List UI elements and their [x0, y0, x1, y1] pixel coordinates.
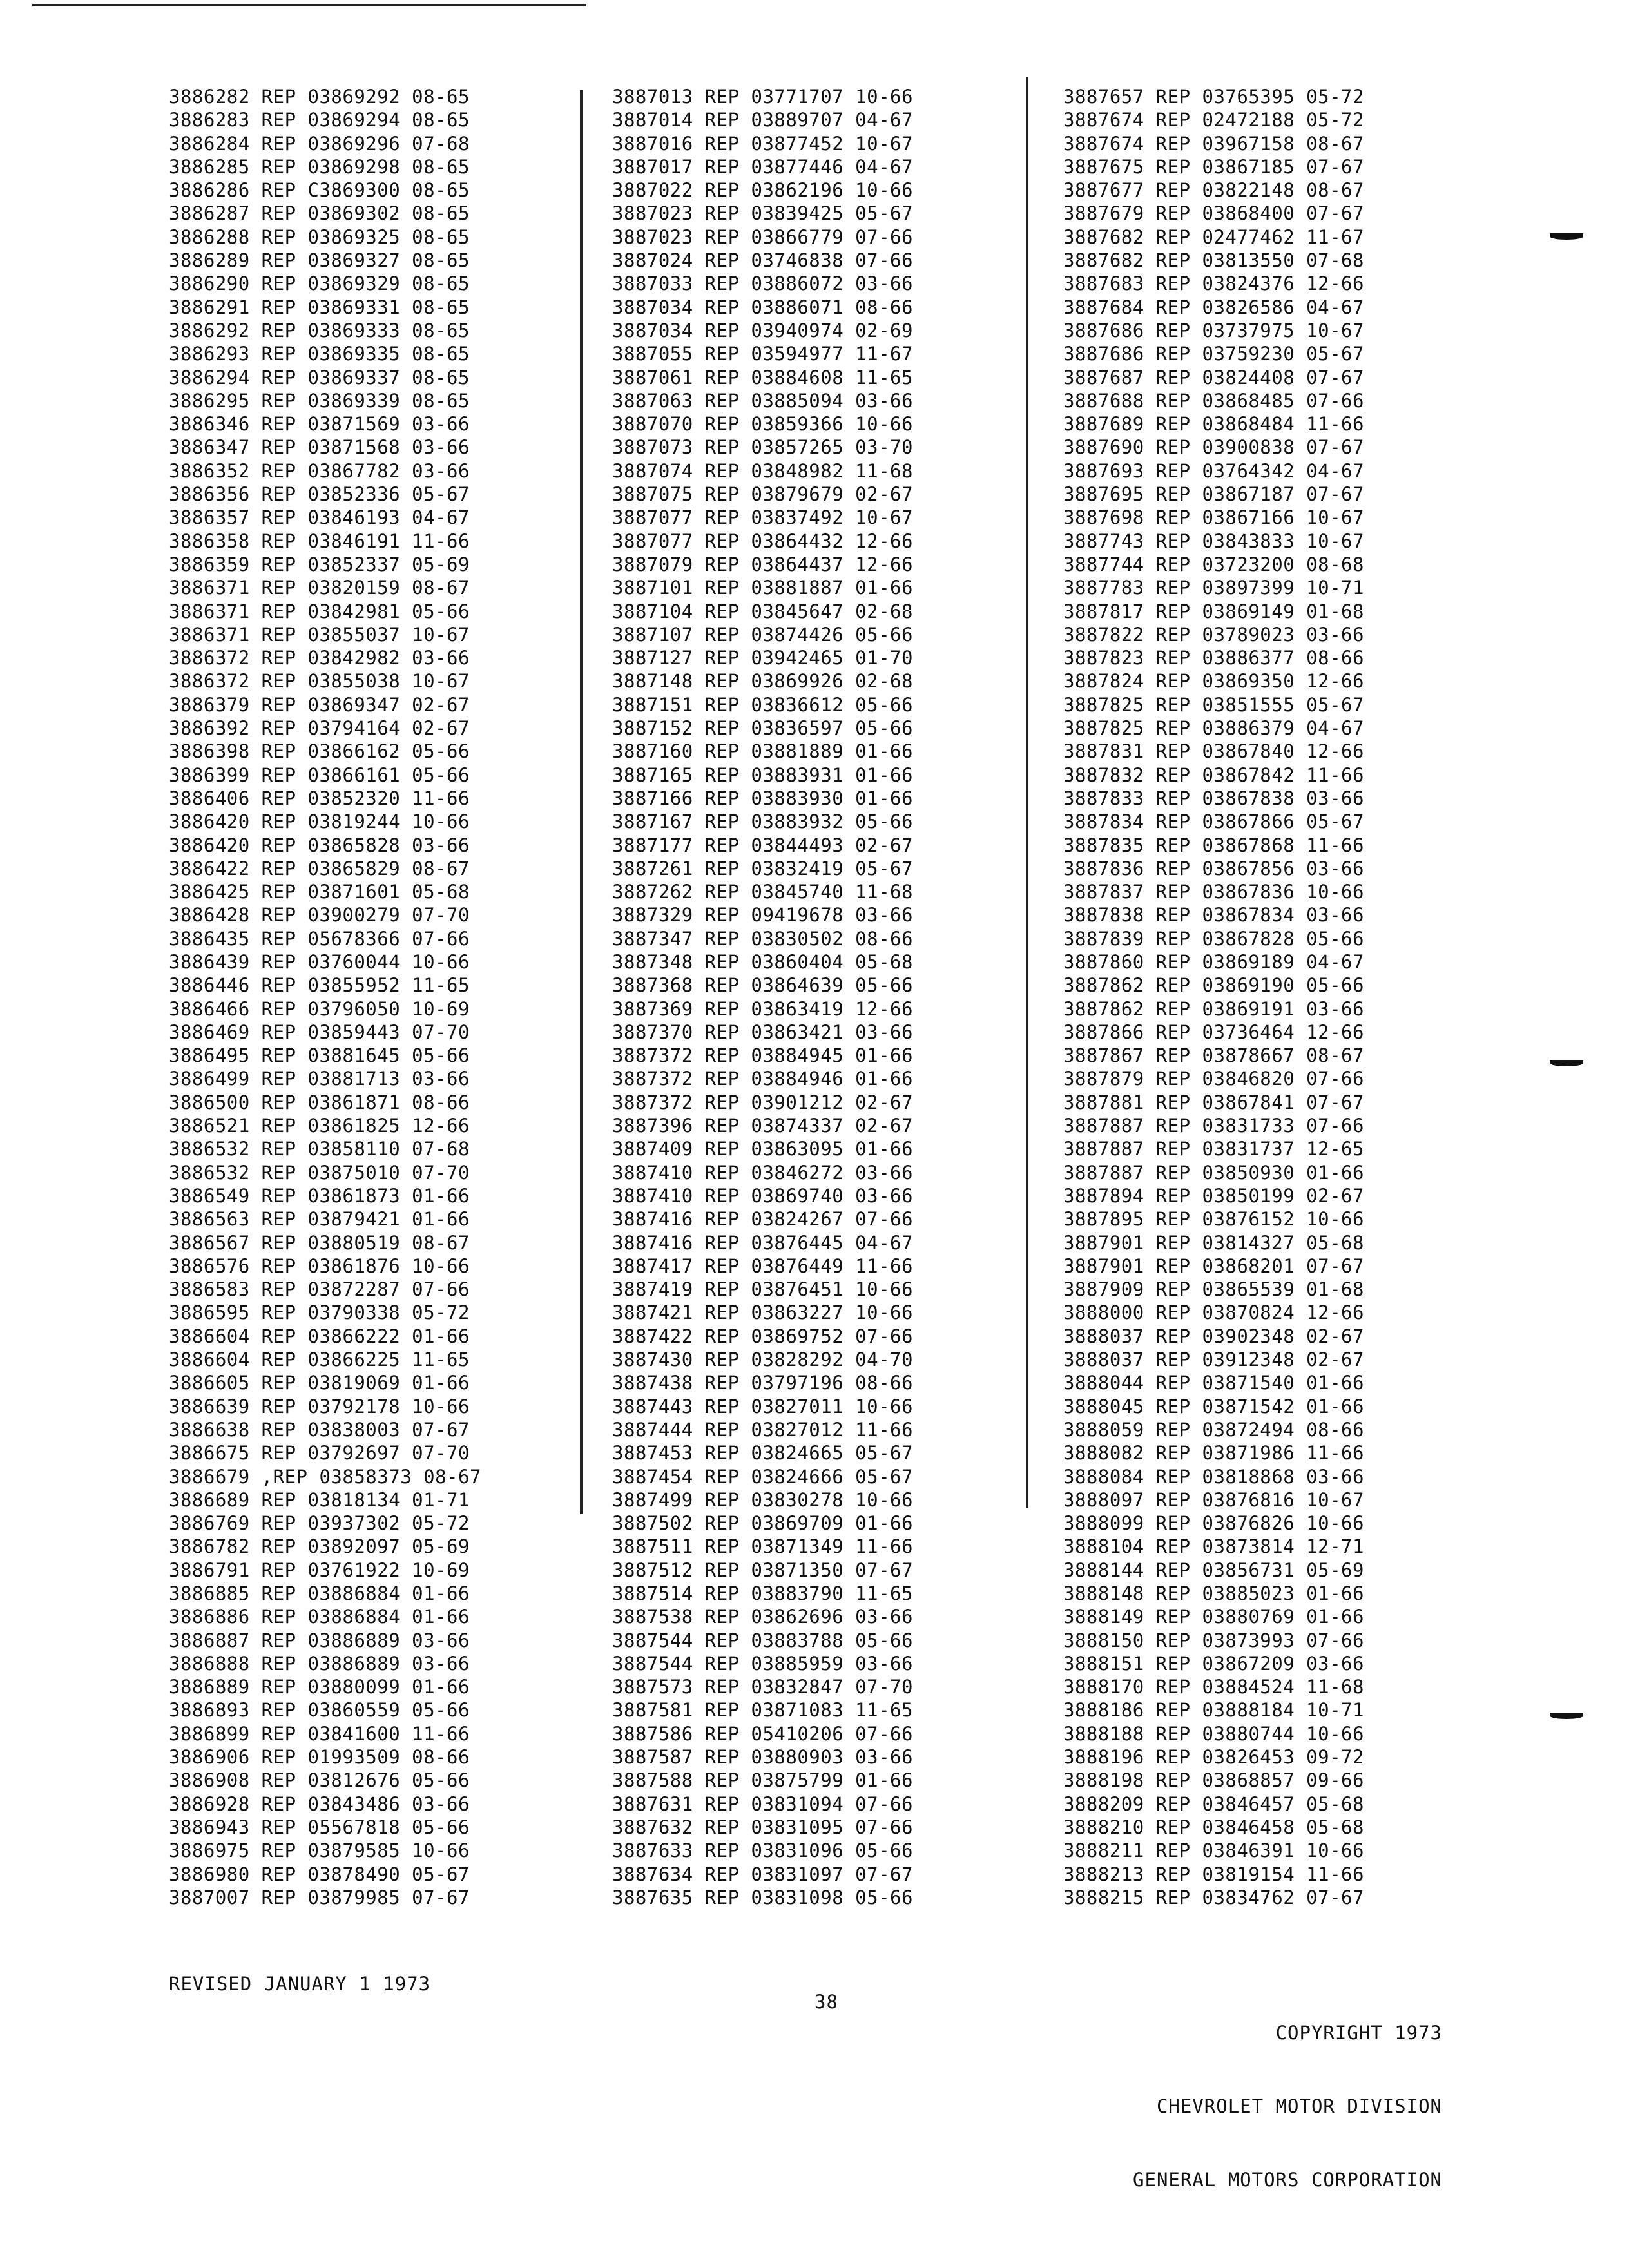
part-entry-row: 3886356 REP 03852336 05-67 [169, 483, 470, 506]
part-entry-row: 3887683 REP 03824376 12-66 [1063, 273, 1364, 295]
part-entry-row: 3887833 REP 03867838 03-66 [1063, 787, 1364, 809]
part-entry-row: 3888044 REP 03871540 01-66 [1063, 1372, 1364, 1394]
part-entry-row: 3886289 REP 03869327 08-65 [169, 249, 470, 272]
part-entry-row: 3887862 REP 03869191 03-66 [1063, 997, 1364, 1020]
part-entry-row: 3887634 REP 03831097 07-67 [612, 1863, 913, 1885]
part-entry-row: 3886500 REP 03861871 08-66 [169, 1091, 470, 1113]
part-entry-row: 3886943 REP 05567818 05-66 [169, 1816, 470, 1838]
listing-column-3 [1063, 85, 1364, 1909]
part-entry-row: 3886605 REP 03819069 01-66 [169, 1372, 470, 1394]
part-entry-row: 3886435 REP 05678366 07-66 [169, 927, 470, 950]
part-entry-row: 3887438 REP 03797196 08-66 [612, 1372, 913, 1394]
part-entry-row: 3887396 REP 03874337 02-67 [612, 1115, 913, 1137]
part-entry-row: 3887901 REP 03814327 05-68 [1063, 1231, 1364, 1254]
part-entry-row: 3886521 REP 03861825 12-66 [169, 1115, 470, 1137]
part-entry-row: 3887070 REP 03859366 10-66 [612, 413, 913, 436]
part-entry-row: 3887074 REP 03848982 11-68 [612, 459, 913, 482]
part-entry-row: 3887679 REP 03868400 07-67 [1063, 202, 1364, 225]
part-entry-row: 3886679 ,REP 03858373 08-67 [169, 1465, 481, 1488]
part-entry-row: 3887817 REP 03869149 01-68 [1063, 600, 1364, 622]
part-entry-row: 3886782 REP 03892097 05-69 [169, 1535, 470, 1558]
part-entry-row: 3888045 REP 03871542 01-66 [1063, 1395, 1364, 1418]
part-entry-row: 3887055 REP 03594977 11-67 [612, 343, 913, 365]
part-entry-row: 3887838 REP 03867834 03-66 [1063, 904, 1364, 927]
part-entry-row: 3886906 REP 01993509 08-66 [169, 1746, 470, 1769]
part-entry-row: 3887127 REP 03942465 01-70 [612, 647, 913, 669]
part-entry-row: 3888059 REP 03872494 08-66 [1063, 1418, 1364, 1441]
part-entry-row: 3887416 REP 03824267 07-66 [612, 1208, 913, 1231]
part-entry-row: 3887262 REP 03845740 11-68 [612, 881, 913, 903]
revision-note: REVISED JANUARY 1 1973 [169, 1973, 431, 1995]
part-entry-row: 3888084 REP 03818868 03-66 [1063, 1465, 1364, 1488]
part-entry-row: 3887825 REP 03886379 04-67 [1063, 717, 1364, 740]
part-entry-row: 3888037 REP 03902348 02-67 [1063, 1325, 1364, 1347]
part-entry-row: 3887075 REP 03879679 02-67 [612, 483, 913, 506]
part-entry-row: 3887879 REP 03846820 07-66 [1063, 1068, 1364, 1090]
column-divider-1 [580, 90, 583, 1514]
part-entry-row: 3887372 REP 03884945 01-66 [612, 1044, 913, 1067]
part-entry-row: 3887862 REP 03869190 05-66 [1063, 974, 1364, 997]
part-entry-row: 3886425 REP 03871601 05-68 [169, 881, 470, 903]
part-entry-row: 3886439 REP 03760044 10-66 [169, 950, 470, 973]
part-entry-row: 3887261 REP 03832419 05-67 [612, 857, 913, 879]
part-entry-row: 3887372 REP 03901212 02-67 [612, 1091, 913, 1113]
part-entry-row: 3886359 REP 03852337 05-69 [169, 553, 470, 575]
part-entry-row: 3886286 REP C3869300 08-65 [169, 179, 470, 202]
part-entry-row: 3886285 REP 03869298 08-65 [169, 155, 470, 178]
part-entry-row: 3886372 REP 03842982 03-66 [169, 647, 470, 669]
part-entry-row: 3886639 REP 03792178 10-66 [169, 1395, 470, 1418]
part-entry-row: 3886372 REP 03855038 10-67 [169, 670, 470, 693]
part-entry-row: 3888148 REP 03885023 01-66 [1063, 1582, 1364, 1604]
part-entry-row: 3887633 REP 03831096 05-66 [612, 1840, 913, 1862]
part-entry-row: 3887409 REP 03863095 01-66 [612, 1138, 913, 1160]
part-entry-row: 3887860 REP 03869189 04-67 [1063, 950, 1364, 973]
part-entry-row: 3887887 REP 03850930 01-66 [1063, 1161, 1364, 1184]
part-entry-row: 3887061 REP 03884608 11-65 [612, 366, 913, 389]
part-entry-row: 3886357 REP 03846193 04-67 [169, 506, 470, 529]
part-entry-row: 3886295 REP 03869339 08-65 [169, 389, 470, 412]
part-entry-row: 3887166 REP 03883930 01-66 [612, 787, 913, 809]
part-entry-row: 3887512 REP 03871350 07-67 [612, 1559, 913, 1581]
part-entry-row: 3886379 REP 03869347 02-67 [169, 693, 470, 716]
part-entry-row: 3887107 REP 03874426 05-66 [612, 623, 913, 646]
part-entry-row: 3886583 REP 03872287 07-66 [169, 1278, 470, 1301]
part-entry-row: 3886893 REP 03860559 05-66 [169, 1699, 470, 1722]
part-entry-row: 3886283 REP 03869294 08-65 [169, 109, 470, 131]
part-entry-row: 3886532 REP 03858110 07-68 [169, 1138, 470, 1160]
part-entry-row: 3887677 REP 03822148 08-67 [1063, 179, 1364, 202]
part-entry-row: 3886371 REP 03855037 10-67 [169, 623, 470, 646]
part-entry-row: 3887079 REP 03864437 12-66 [612, 553, 913, 575]
part-entry-row: 3887347 REP 03830502 08-66 [612, 927, 913, 950]
part-entry-row: 3886888 REP 03886889 03-66 [169, 1652, 470, 1675]
part-entry-row: 3886887 REP 03886889 03-66 [169, 1629, 470, 1651]
part-entry-row: 3886604 REP 03866222 01-66 [169, 1325, 470, 1347]
part-entry-row: 3888082 REP 03871986 11-66 [1063, 1442, 1364, 1465]
column-divider-2 [1026, 77, 1028, 1508]
part-entry-row: 3886346 REP 03871569 03-66 [169, 413, 470, 436]
part-entry-row: 3887834 REP 03867866 05-67 [1063, 811, 1364, 833]
part-entry-row: 3888149 REP 03880769 01-66 [1063, 1606, 1364, 1628]
part-entry-row: 3886399 REP 03866161 05-66 [169, 764, 470, 786]
part-entry-row: 3887867 REP 03878667 08-67 [1063, 1044, 1364, 1067]
part-entry-row: 3887014 REP 03889707 04-67 [612, 109, 913, 131]
part-entry-row: 3887034 REP 03886071 08-66 [612, 296, 913, 318]
part-entry-row: 3888198 REP 03868857 09-66 [1063, 1769, 1364, 1792]
part-entry-row: 3886420 REP 03819244 10-66 [169, 811, 470, 833]
part-entry-row: 3887073 REP 03857265 03-70 [612, 436, 913, 459]
part-entry-row: 3887007 REP 03879985 07-67 [169, 1886, 470, 1908]
part-entry-row: 3887033 REP 03886072 03-66 [612, 273, 913, 295]
part-entry-row: 3886284 REP 03869296 07-68 [169, 132, 470, 155]
part-entry-row: 3886595 REP 03790338 05-72 [169, 1302, 470, 1324]
part-entry-row: 3887077 REP 03864432 12-66 [612, 530, 913, 552]
page-number: 38 [815, 1991, 838, 2013]
part-entry-row: 3887023 REP 03866779 07-66 [612, 226, 913, 248]
part-entry-row: 3886975 REP 03879585 10-66 [169, 1840, 470, 1862]
part-entry-row: 3887836 REP 03867856 03-66 [1063, 857, 1364, 879]
part-entry-row: 3886392 REP 03794164 02-67 [169, 717, 470, 740]
part-entry-row: 3888186 REP 03888184 10-71 [1063, 1699, 1364, 1722]
part-entry-row: 3887684 REP 03826586 04-67 [1063, 296, 1364, 318]
part-entry-row: 3886469 REP 03859443 07-70 [169, 1021, 470, 1043]
part-entry-row: 3887417 REP 03876449 11-66 [612, 1254, 913, 1277]
part-entry-row: 3886446 REP 03855952 11-65 [169, 974, 470, 997]
part-entry-row: 3888099 REP 03876826 10-66 [1063, 1512, 1364, 1535]
part-entry-row: 3887909 REP 03865539 01-68 [1063, 1278, 1364, 1301]
part-entry-row: 3888104 REP 03873814 12-71 [1063, 1535, 1364, 1558]
part-entry-row: 3886466 REP 03796050 10-69 [169, 997, 470, 1020]
part-entry-row: 3887101 REP 03881887 01-66 [612, 577, 913, 599]
part-entry-row: 3887369 REP 03863419 12-66 [612, 997, 913, 1020]
part-entry-row: 3887416 REP 03876445 04-67 [612, 1231, 913, 1254]
part-entry-row: 3886791 REP 03761922 10-69 [169, 1559, 470, 1581]
division-line: CHEVROLET MOTOR DIVISION [1156, 2095, 1442, 2117]
part-entry-row: 3887901 REP 03868201 07-67 [1063, 1254, 1364, 1277]
part-entry-row: 3887690 REP 03900838 07-67 [1063, 436, 1364, 459]
part-entry-row: 3886347 REP 03871568 03-66 [169, 436, 470, 459]
part-entry-row: 3887866 REP 03736464 12-66 [1063, 1021, 1364, 1043]
copyright-line: COPYRIGHT 1973 [1275, 2022, 1442, 2044]
part-entry-row: 3886294 REP 03869337 08-65 [169, 366, 470, 389]
part-entry-row: 3887823 REP 03886377 08-66 [1063, 647, 1364, 669]
part-entry-row: 3887165 REP 03883931 01-66 [612, 764, 913, 786]
part-entry-row: 3887063 REP 03885094 03-66 [612, 389, 913, 412]
margin-mark [1550, 1713, 1583, 1719]
part-entry-row: 3886549 REP 03861873 01-66 [169, 1184, 470, 1207]
part-entry-row: 3887151 REP 03836612 05-66 [612, 693, 913, 716]
part-entry-row: 3887370 REP 03863421 03-66 [612, 1021, 913, 1043]
part-entry-row: 3887822 REP 03789023 03-66 [1063, 623, 1364, 646]
part-entry-row: 3886576 REP 03861876 10-66 [169, 1254, 470, 1277]
part-entry-row: 3886282 REP 03869292 08-65 [169, 86, 470, 108]
part-entry-row: 3888170 REP 03884524 11-68 [1063, 1676, 1364, 1698]
part-entry-row: 3887825 REP 03851555 05-67 [1063, 693, 1364, 716]
part-entry-row: 3887444 REP 03827012 11-66 [612, 1418, 913, 1441]
corporation-line: GENERAL MOTORS CORPORATION [1133, 2169, 1442, 2191]
part-entry-row: 3887635 REP 03831098 05-66 [612, 1886, 913, 1908]
part-entry-row: 3887675 REP 03867185 07-67 [1063, 155, 1364, 178]
margin-mark [1550, 233, 1583, 240]
part-entry-row: 3888150 REP 03873993 07-66 [1063, 1629, 1364, 1651]
part-entry-row: 3887167 REP 03883932 05-66 [612, 811, 913, 833]
part-entry-row: 3888215 REP 03834762 07-67 [1063, 1886, 1364, 1908]
part-entry-row: 3886567 REP 03880519 08-67 [169, 1231, 470, 1254]
part-entry-row: 3887895 REP 03876152 10-66 [1063, 1208, 1364, 1231]
part-entry-row: 3886420 REP 03865828 03-66 [169, 834, 470, 856]
part-entry-row: 3887499 REP 03830278 10-66 [612, 1488, 913, 1511]
part-entry-row: 3888151 REP 03867209 03-66 [1063, 1652, 1364, 1675]
part-entry-row: 3887160 REP 03881889 01-66 [612, 740, 913, 763]
part-entry-row: 3886293 REP 03869335 08-65 [169, 343, 470, 365]
part-entry-row: 3887674 REP 02472188 05-72 [1063, 109, 1364, 131]
part-entry-row: 3887581 REP 03871083 11-65 [612, 1699, 913, 1722]
part-entry-row: 3887586 REP 05410206 07-66 [612, 1722, 913, 1745]
part-entry-row: 3887837 REP 03867836 10-66 [1063, 881, 1364, 903]
part-entry-row: 3887419 REP 03876451 10-66 [612, 1278, 913, 1301]
part-entry-row: 3887538 REP 03862696 03-66 [612, 1606, 913, 1628]
part-entry-row: 3886290 REP 03869329 08-65 [169, 273, 470, 295]
part-entry-row: 3888097 REP 03876816 10-67 [1063, 1488, 1364, 1511]
part-entry-row: 3887013 REP 03771707 10-66 [612, 86, 913, 108]
part-entry-row: 3888211 REP 03846391 10-66 [1063, 1840, 1364, 1862]
part-entry-row: 3887544 REP 03885959 03-66 [612, 1652, 913, 1675]
part-entry-row: 3887502 REP 03869709 01-66 [612, 1512, 913, 1535]
part-entry-row: 3887573 REP 03832847 07-70 [612, 1676, 913, 1698]
part-entry-row: 3886980 REP 03878490 05-67 [169, 1863, 470, 1885]
part-entry-row: 3887421 REP 03863227 10-66 [612, 1302, 913, 1324]
part-entry-row: 3887016 REP 03877452 10-67 [612, 132, 913, 155]
part-entry-row: 3887368 REP 03864639 05-66 [612, 974, 913, 997]
part-entry-row: 3888196 REP 03826453 09-72 [1063, 1746, 1364, 1769]
part-entry-row: 3887588 REP 03875799 01-66 [612, 1769, 913, 1792]
part-entry-row: 3887152 REP 03836597 05-66 [612, 717, 913, 740]
top-rule [32, 4, 586, 6]
part-entry-row: 3887024 REP 03746838 07-66 [612, 249, 913, 272]
part-entry-row: 3888210 REP 03846458 05-68 [1063, 1816, 1364, 1838]
part-entry-row: 3887881 REP 03867841 07-67 [1063, 1091, 1364, 1113]
copyright-block [1133, 1972, 1442, 2216]
part-entry-row: 3887454 REP 03824666 05-67 [612, 1465, 913, 1488]
part-entry-row: 3887824 REP 03869350 12-66 [1063, 670, 1364, 693]
part-entry-row: 3886563 REP 03879421 01-66 [169, 1208, 470, 1231]
part-entry-row: 3886885 REP 03886884 01-66 [169, 1582, 470, 1604]
part-entry-row: 3886769 REP 03937302 05-72 [169, 1512, 470, 1535]
part-entry-row: 3887022 REP 03862196 10-66 [612, 179, 913, 202]
part-entry-row: 3886371 REP 03842981 05-66 [169, 600, 470, 622]
part-entry-row: 3887835 REP 03867868 11-66 [1063, 834, 1364, 856]
part-entry-row: 3887453 REP 03824665 05-67 [612, 1442, 913, 1465]
part-entry-row: 3886532 REP 03875010 07-70 [169, 1161, 470, 1184]
part-entry-row: 3886422 REP 03865829 08-67 [169, 857, 470, 879]
listing-column-2 [612, 85, 913, 1909]
part-entry-row: 3886398 REP 03866162 05-66 [169, 740, 470, 763]
part-entry-row: 3887104 REP 03845647 02-68 [612, 600, 913, 622]
part-entry-row: 3886358 REP 03846191 11-66 [169, 530, 470, 552]
part-entry-row: 3886499 REP 03881713 03-66 [169, 1068, 470, 1090]
part-entry-row: 3887017 REP 03877446 04-67 [612, 155, 913, 178]
part-entry-row: 3887632 REP 03831095 07-66 [612, 1816, 913, 1838]
part-entry-row: 3886371 REP 03820159 08-67 [169, 577, 470, 599]
part-entry-row: 3887686 REP 03737975 10-67 [1063, 319, 1364, 341]
part-entry-row: 3887544 REP 03883788 05-66 [612, 1629, 913, 1651]
part-entry-row: 3887410 REP 03846272 03-66 [612, 1161, 913, 1184]
part-entry-row: 3886495 REP 03881645 05-66 [169, 1044, 470, 1067]
listing-column-1 [169, 85, 481, 1909]
part-entry-row: 3886908 REP 03812676 05-66 [169, 1769, 470, 1792]
part-entry-row: 3887682 REP 03813550 07-68 [1063, 249, 1364, 272]
part-entry-row: 3887422 REP 03869752 07-66 [612, 1325, 913, 1347]
part-entry-row: 3886406 REP 03852320 11-66 [169, 787, 470, 809]
part-entry-row: 3887148 REP 03869926 02-68 [612, 670, 913, 693]
part-entry-row: 3887514 REP 03883790 11-65 [612, 1582, 913, 1604]
part-entry-row: 3886638 REP 03838003 07-67 [169, 1418, 470, 1441]
part-entry-row: 3887631 REP 03831094 07-66 [612, 1792, 913, 1815]
part-entry-row: 3887783 REP 03897399 10-71 [1063, 577, 1364, 599]
part-entry-row: 3887587 REP 03880903 03-66 [612, 1746, 913, 1769]
part-entry-row: 3886292 REP 03869333 08-65 [169, 319, 470, 341]
part-entry-row: 3888000 REP 03870824 12-66 [1063, 1302, 1364, 1324]
part-entry-row: 3887689 REP 03868484 11-66 [1063, 413, 1364, 436]
part-entry-row: 3886889 REP 03880099 01-66 [169, 1676, 470, 1698]
part-entry-row: 3888209 REP 03846457 05-68 [1063, 1792, 1364, 1815]
part-entry-row: 3887894 REP 03850199 02-67 [1063, 1184, 1364, 1207]
part-entry-row: 3887511 REP 03871349 11-66 [612, 1535, 913, 1558]
part-entry-row: 3887443 REP 03827011 10-66 [612, 1395, 913, 1418]
part-entry-row: 3887693 REP 03764342 04-67 [1063, 459, 1364, 482]
part-entry-row: 3886899 REP 03841600 11-66 [169, 1722, 470, 1745]
part-entry-row: 3887077 REP 03837492 10-67 [612, 506, 913, 529]
part-entry-row: 3886886 REP 03886884 01-66 [169, 1606, 470, 1628]
part-entry-row: 3887832 REP 03867842 11-66 [1063, 764, 1364, 786]
part-entry-row: 3887177 REP 03844493 02-67 [612, 834, 913, 856]
part-entry-row: 3886428 REP 03900279 07-70 [169, 904, 470, 927]
part-entry-row: 3887698 REP 03867166 10-67 [1063, 506, 1364, 529]
part-entry-row: 3887744 REP 03723200 08-68 [1063, 553, 1364, 575]
part-entry-row: 3887348 REP 03860404 05-68 [612, 950, 913, 973]
part-entry-row: 3887743 REP 03843833 10-67 [1063, 530, 1364, 552]
part-entry-row: 3887695 REP 03867187 07-67 [1063, 483, 1364, 506]
part-entry-row: 3888144 REP 03856731 05-69 [1063, 1559, 1364, 1581]
part-entry-row: 3886604 REP 03866225 11-65 [169, 1349, 470, 1371]
part-entry-row: 3886352 REP 03867782 03-66 [169, 459, 470, 482]
part-entry-row: 3887839 REP 03867828 05-66 [1063, 927, 1364, 950]
part-entry-row: 3886675 REP 03792697 07-70 [169, 1442, 470, 1465]
part-entry-row: 3887887 REP 03831733 07-66 [1063, 1115, 1364, 1137]
part-entry-row: 3887430 REP 03828292 04-70 [612, 1349, 913, 1371]
part-entry-row: 3888037 REP 03912348 02-67 [1063, 1349, 1364, 1371]
part-entry-row: 3886689 REP 03818134 01-71 [169, 1488, 470, 1511]
part-entry-row: 3886287 REP 03869302 08-65 [169, 202, 470, 225]
margin-mark [1550, 1060, 1583, 1066]
part-entry-row: 3887687 REP 03824408 07-67 [1063, 366, 1364, 389]
part-entry-row: 3887688 REP 03868485 07-66 [1063, 389, 1364, 412]
part-entry-row: 3887657 REP 03765395 05-72 [1063, 86, 1364, 108]
part-entry-row: 3887887 REP 03831737 12-65 [1063, 1138, 1364, 1160]
part-entry-row: 3886291 REP 03869331 08-65 [169, 296, 470, 318]
part-entry-row: 3887410 REP 03869740 03-66 [612, 1184, 913, 1207]
part-entry-row: 3887682 REP 02477462 11-67 [1063, 226, 1364, 248]
part-entry-row: 3886928 REP 03843486 03-66 [169, 1792, 470, 1815]
part-entry-row: 3887686 REP 03759230 05-67 [1063, 343, 1364, 365]
part-entry-row: 3887023 REP 03839425 05-67 [612, 202, 913, 225]
part-entry-row: 3887329 REP 09419678 03-66 [612, 904, 913, 927]
part-entry-row: 3886288 REP 03869325 08-65 [169, 226, 470, 248]
part-entry-row: 3887372 REP 03884946 01-66 [612, 1068, 913, 1090]
part-entry-row: 3887831 REP 03867840 12-66 [1063, 740, 1364, 763]
part-entry-row: 3888213 REP 03819154 11-66 [1063, 1863, 1364, 1885]
part-entry-row: 3887674 REP 03967158 08-67 [1063, 132, 1364, 155]
part-entry-row: 3888188 REP 03880744 10-66 [1063, 1722, 1364, 1745]
part-entry-row: 3887034 REP 03940974 02-69 [612, 319, 913, 341]
